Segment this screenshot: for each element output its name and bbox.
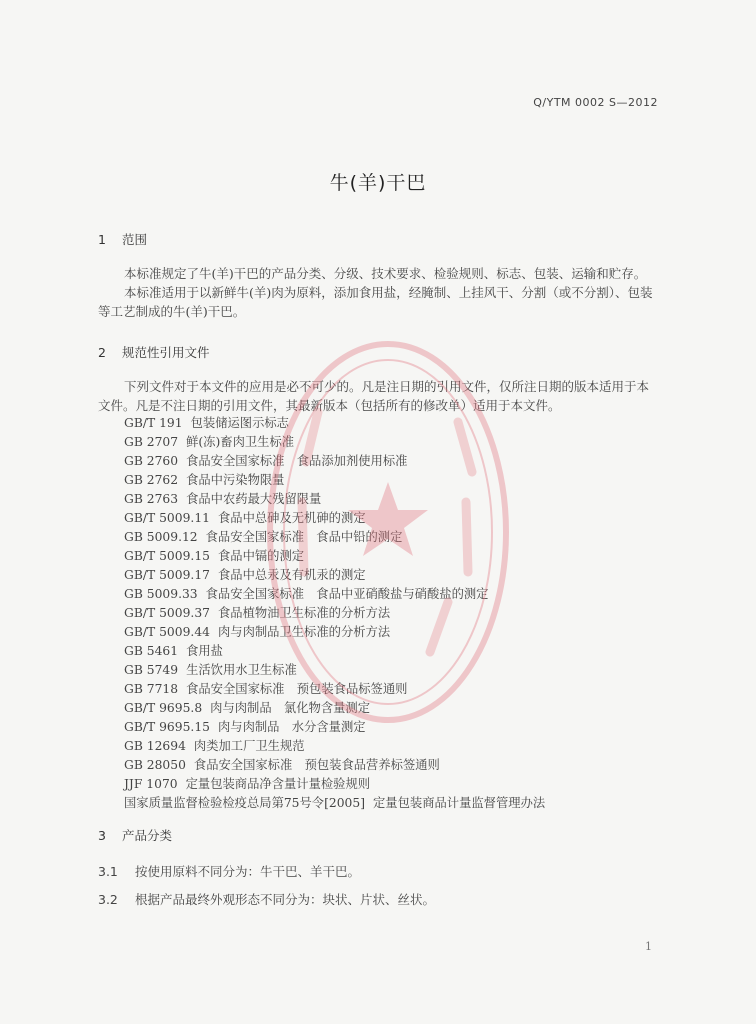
section-title: 范围 [121,232,147,247]
scope-paragraph-1: 本标准规定了牛(羊)干巴的产品分类、分级、技术要求、检验规则、标志、包装、运输和贮存。 [124,266,647,281]
section-2-heading [98,343,210,361]
reference-item [124,452,664,471]
section-1-heading [98,230,147,248]
reference-title: 食品中农药最大残留限量 [186,492,322,506]
reference-item [124,680,664,699]
reference-code: GB/T 5009.11 [124,511,210,525]
reference-item [124,604,664,623]
reference-code: JJF 1070 [124,777,178,791]
reference-item [124,547,664,566]
document-title: 牛(羊)干巴 [329,172,427,194]
reference-title: 肉与肉制品 水分含量测定 [217,720,366,734]
references-intro: 下列文件对于本文件的应用是必不可少的。凡是注日期的引用文件，仅所注日期的版本适用于本文件。凡是不注日期的引用文件，其最新版本（包括所有的修改单）适用于本文件。 [98,379,650,413]
reference-title: 肉类加工厂卫生规范 [193,739,305,753]
clause-3-1 [98,862,360,880]
page-number: 1 [645,940,652,953]
reference-item [124,661,664,680]
reference-title: 食品中污染物限量 [186,473,285,487]
reference-item [124,585,664,604]
reference-item [124,756,664,775]
clause-number: 3.2 [98,892,118,907]
reference-code: GB 2707 [124,435,179,449]
reference-code: GB 5009.33 [124,587,198,601]
reference-code: GB 2760 [124,454,179,468]
reference-title: 食品中镉的测定 [217,549,305,563]
section-number: 2 [98,345,106,360]
reference-list [124,414,664,813]
reference-code: GB/T 191 [124,416,183,430]
reference-item [124,528,664,547]
reference-code: 国家质量监督检验检疫总局第75号令[2005] [124,796,365,810]
reference-item [124,775,664,794]
clause-text: 根据产品最终外观形态不同分为：块状、片状、丝状。 [134,892,435,907]
reference-code: GB 12694 [124,739,186,753]
reference-item [124,737,664,756]
reference-item [124,414,664,433]
reference-item [124,794,664,813]
reference-title: 食品安全国家标准 预包装食品营养标签通则 [193,758,440,772]
reference-code: GB/T 9695.8 [124,701,203,715]
reference-item [124,699,664,718]
reference-title: 食品安全国家标准 食品中亚硝酸盐与硝酸盐的测定 [205,587,489,601]
clause-3-2 [98,890,435,908]
reference-title: 定量包装商品净含量计量检验规则 [185,777,371,791]
section-title: 规范性引用文件 [121,345,210,360]
reference-item [124,718,664,737]
reference-title: 肉与肉制品卫生标准的分析方法 [217,625,391,639]
reference-item [124,509,664,528]
reference-title: 食品安全国家标准 食品添加剂使用标准 [186,454,408,468]
reference-code: GB 2763 [124,492,179,506]
clause-text: 按使用原料不同分为：牛干巴、羊干巴。 [134,864,360,879]
reference-title: 食品中总汞及有机汞的测定 [217,568,366,582]
reference-code: GB/T 5009.37 [124,606,210,620]
reference-item [124,471,664,490]
reference-item [124,566,664,585]
reference-title: 食品植物油卫生标准的分析方法 [217,606,391,620]
reference-code: GB/T 5009.15 [124,549,210,563]
clause-number: 3.1 [98,864,118,879]
reference-title: 食品安全国家标准 预包装食品标签通则 [186,682,408,696]
section-title: 产品分类 [121,828,172,843]
reference-item [124,623,664,642]
reference-title: 定量包装商品计量监督管理办法 [373,796,546,810]
reference-title: 食用盐 [186,644,223,658]
reference-code: GB 5749 [124,663,179,677]
reference-code: GB 28050 [124,758,186,772]
reference-code: GB 5461 [124,644,179,658]
reference-title: 肉与肉制品 氯化物含量测定 [210,701,371,715]
reference-title: 包装储运图示标志 [190,416,289,430]
reference-title: 鲜(冻)畜肉卫生标准 [186,435,295,449]
reference-item [124,433,664,452]
reference-code: GB 2762 [124,473,179,487]
reference-code: GB/T 9695.15 [124,720,210,734]
reference-title: 食品中总砷及无机砷的测定 [217,511,366,525]
standard-code: Q/YTM 0002 S—2012 [533,96,658,109]
reference-title: 食品安全国家标准 食品中铅的测定 [205,530,403,544]
reference-item [124,642,664,661]
reference-code: GB 7718 [124,682,179,696]
section-number: 1 [98,232,106,247]
reference-code: GB/T 5009.17 [124,568,210,582]
section-3-heading [98,826,172,844]
reference-item [124,490,664,509]
reference-code: GB 5009.12 [124,530,198,544]
scope-paragraph-2: 本标准适用于以新鲜牛(羊)肉为原料，添加食用盐，经腌制、上挂风干、分割（或不分割）、包装等工艺制成的牛(羊)干巴。 [98,285,653,319]
reference-code: GB/T 5009.44 [124,625,210,639]
reference-title: 生活饮用水卫生标准 [186,663,297,677]
section-number: 3 [98,828,106,843]
